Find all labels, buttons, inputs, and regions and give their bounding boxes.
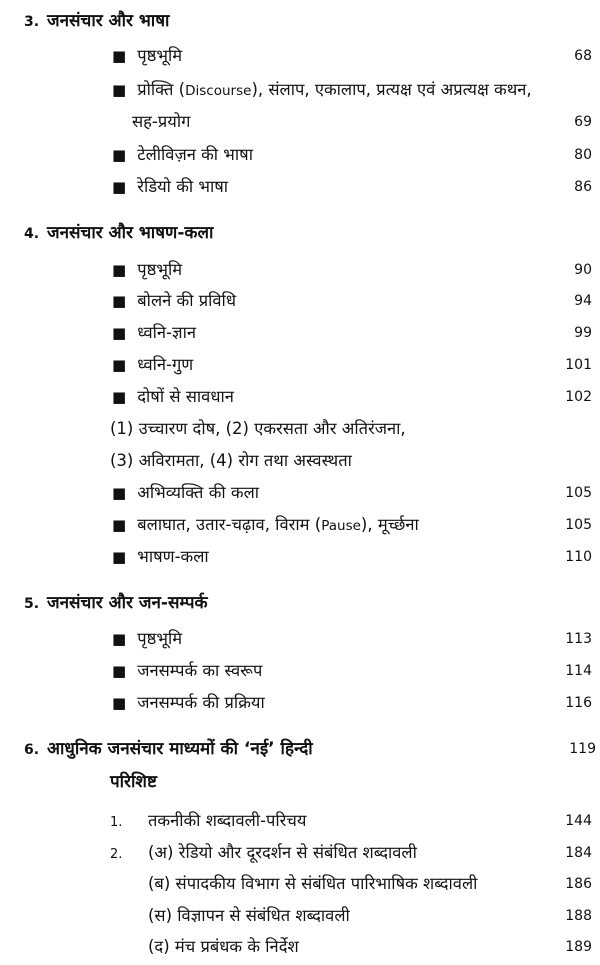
page-number: 86 (574, 179, 592, 195)
appendix-item[interactable] (0, 873, 600, 895)
toc-entry[interactable] (0, 386, 600, 408)
page-number: 116 (565, 695, 592, 711)
entry-title: (स) विज्ञापन से संबंधित शब्दावली (148, 906, 350, 925)
appendix-heading (0, 771, 600, 793)
page-number: 80 (574, 147, 592, 163)
page-number: 68 (574, 48, 592, 64)
section-title: जनसंचार और भाषा (46, 11, 170, 31)
item-index: 2. (110, 847, 123, 862)
toc-subentry[interactable] (0, 450, 600, 472)
toc-entry[interactable] (0, 79, 600, 102)
entry-title: ध्वनि-ज्ञान (137, 323, 197, 342)
section-number: 6. (24, 742, 40, 758)
toc-entry[interactable] (0, 176, 600, 198)
section-number: 4. (24, 226, 40, 242)
section-3-heading (24, 10, 594, 33)
entry-title: टेलीविज़न की भाषा (137, 145, 253, 164)
entry-title: तकनीकी शब्दावली-परिचय (148, 811, 307, 830)
entry-title-latin: Pause (321, 518, 361, 534)
page-number: 113 (565, 631, 592, 647)
entry-title-part: ), संलाप, एकालाप, प्रत्यक्ष एवं अप्रत्यक्ष कथन, (251, 80, 532, 99)
entry-title: भाषण-कला (137, 547, 209, 566)
section-5-heading (24, 592, 594, 615)
entry-title: ध्वनि-गुण (137, 355, 194, 374)
entry-title: पृष्ठभूमि (137, 629, 183, 648)
entry-title: रेडियो की भाषा (137, 177, 229, 196)
toc-subentry[interactable] (0, 418, 600, 440)
page-number: 184 (565, 845, 592, 861)
section-number: 3. (24, 14, 40, 30)
page-number: 105 (565, 485, 592, 501)
page-number: 94 (574, 293, 592, 309)
page-number: 69 (574, 114, 592, 130)
section-4-heading (24, 222, 594, 245)
page-number: 110 (565, 549, 592, 565)
toc-entry[interactable] (0, 322, 600, 344)
toc-entry[interactable] (0, 692, 600, 714)
page-number: 119 (569, 741, 596, 757)
page-number: 102 (565, 389, 592, 405)
page-number: 105 (565, 517, 592, 533)
entry-title: दोषों से सावधान (137, 387, 234, 406)
page-number: 144 (565, 813, 592, 829)
toc-entry[interactable] (0, 354, 600, 376)
entry-title: बोलने की प्रविधि (137, 291, 236, 310)
entry-title: (3) अविरामता, (4) रोग तथा अस्वस्थता (110, 451, 352, 470)
toc-entry[interactable] (0, 628, 600, 650)
entry-title: सह-प्रयोग (132, 112, 191, 131)
section-6-heading[interactable] (24, 738, 594, 761)
entry-title-part: ), मूर्च्छना (360, 515, 419, 534)
entry-title: अभिव्यक्ति की कला (137, 483, 260, 502)
toc-entry[interactable] (0, 482, 600, 504)
page-number: 188 (565, 908, 592, 924)
page-number: 114 (565, 663, 592, 679)
item-index: 1. (110, 815, 123, 830)
page-number: 99 (574, 325, 592, 341)
appendix-item[interactable] (0, 905, 600, 927)
section-title: जनसंचार और भाषण-कला (46, 223, 214, 243)
toc-entry-continuation[interactable] (0, 111, 600, 133)
appendix-item[interactable] (0, 936, 600, 958)
toc-entry[interactable] (0, 546, 600, 568)
section-title: जनसंचार और जन-सम्पर्क (46, 593, 208, 613)
entry-title-part: बलाघात, उतार-चढ़ाव, विराम ( (137, 515, 322, 534)
entry-title-latin: Discourse (185, 83, 252, 99)
entry-title: (द) मंच प्रबंधक के निर्देश (148, 937, 299, 956)
appendix-title: परिशिष्ट (110, 772, 157, 792)
entry-title: (ब) संपादकीय विभाग से संबंधित पारिभाषिक शब्दावली (148, 874, 478, 893)
entry-title: (1) उच्चारण दोष, (2) एकरसता और अतिरंजना, (110, 419, 406, 438)
toc-entry[interactable] (0, 45, 600, 67)
toc-entry[interactable] (0, 259, 600, 281)
appendix-item[interactable] (0, 810, 600, 834)
entry-title: पृष्ठभूमि (137, 260, 183, 279)
entry-title: पृष्ठभूमि (137, 46, 183, 65)
page-number: 90 (574, 262, 592, 278)
entry-title: जनसम्पर्क का स्वरूप (137, 661, 263, 680)
toc-entry[interactable] (0, 660, 600, 682)
page-number: 101 (565, 357, 592, 373)
page-number: 186 (565, 876, 592, 892)
toc-entry[interactable] (0, 290, 600, 312)
entry-title-part: प्रोक्ति ( (137, 80, 186, 99)
section-number: 5. (24, 596, 40, 612)
page-number: 189 (565, 939, 592, 955)
toc-entry[interactable] (0, 514, 600, 537)
appendix-item[interactable] (0, 842, 600, 866)
entry-title: (अ) रेडियो और दूरदर्शन से संबंधित शब्दावली (148, 843, 417, 862)
toc-entry[interactable] (0, 144, 600, 166)
entry-title: जनसम्पर्क की प्रक्रिया (137, 693, 265, 712)
section-title: आधुनिक जनसंचार माध्यमों की ‘नई’ हिन्दी (46, 739, 313, 759)
